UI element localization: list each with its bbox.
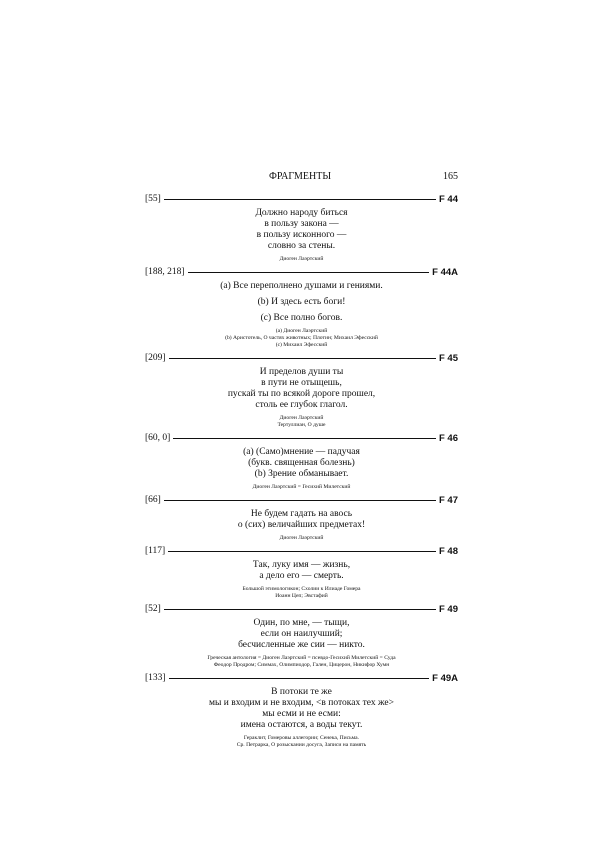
fragment-body bbox=[145, 367, 458, 429]
fragment-source: (с) Михаил Эфесский bbox=[275, 342, 328, 348]
fragment-id: F 45 bbox=[438, 352, 458, 364]
fragment bbox=[145, 431, 458, 493]
fragment bbox=[145, 493, 458, 544]
fragment-header bbox=[145, 192, 458, 206]
fragment-line: В потоки те же bbox=[271, 687, 332, 697]
fragment-line: И пределов души ты bbox=[259, 367, 344, 377]
fragment-header bbox=[145, 431, 458, 445]
fragment-ref: [188, 218] bbox=[145, 267, 185, 277]
fragment-line: словно за стены. bbox=[267, 241, 336, 251]
fragment-id: F 47 bbox=[438, 494, 458, 506]
fragment-rule bbox=[169, 358, 436, 359]
fragment bbox=[145, 192, 458, 265]
fragment-source: Диоген Лаэртский = Гесихий Милетский bbox=[252, 484, 351, 490]
fragment-source: (а) Диоген Лаэртский bbox=[275, 328, 328, 334]
fragment-source: Гераклит, Гомеровы аллегории; Сенека, Письма. bbox=[243, 735, 360, 741]
fragment-line: (с) Все полно богов. bbox=[260, 313, 343, 323]
fragment-line: Так, луку имя — жизнь, bbox=[252, 560, 351, 570]
fragment-line: мы и входим и не входим, <в потоках тех же> bbox=[209, 698, 394, 708]
fragment-line: Не будем гадать на авось bbox=[250, 509, 353, 519]
fragment-rule bbox=[164, 199, 436, 200]
fragment-rule bbox=[168, 551, 436, 552]
fragment-header bbox=[145, 544, 458, 558]
fragment-source: Ср. Петрарка, О розыскании досуга, Записи на память bbox=[236, 742, 367, 748]
fragment-body bbox=[145, 281, 458, 349]
fragment-body bbox=[145, 509, 458, 542]
fragment-id: F 46 bbox=[438, 432, 458, 444]
fragment-source: Иоанн Цеп; Эвстафий bbox=[275, 593, 328, 599]
fragment-line: столь ее глубок глагол. bbox=[255, 400, 348, 410]
fragment-rule bbox=[173, 438, 436, 439]
fragment-header bbox=[145, 602, 458, 616]
fragment-line: а дело его — смерть. bbox=[259, 571, 344, 581]
fragment-id: F 44 bbox=[438, 193, 458, 205]
fragment-ref: [52] bbox=[145, 604, 161, 614]
fragment-ref: [60, 0] bbox=[145, 433, 171, 443]
fragment-body bbox=[145, 618, 458, 669]
fragment-line: (b) И здесь есть боги! bbox=[257, 297, 346, 307]
fragment-body bbox=[145, 208, 458, 263]
fragment-rule bbox=[164, 500, 436, 501]
fragment bbox=[145, 671, 458, 749]
fragment-body bbox=[145, 687, 458, 749]
fragment-header bbox=[145, 493, 458, 507]
fragment bbox=[145, 265, 458, 351]
page-number: 165 bbox=[443, 171, 458, 182]
fragment-rule bbox=[164, 609, 436, 610]
fragment-line: Должно народу биться bbox=[255, 208, 348, 218]
fragment-ref: [209] bbox=[145, 353, 166, 363]
fragment-header bbox=[145, 265, 458, 279]
fragment-line: о (сих) величайших предметах! bbox=[237, 520, 366, 530]
fragment-line: (букв. священная болезнь) bbox=[248, 458, 355, 468]
fragment-source: Большой этимологикон; Схолии к Илиаде Гомера bbox=[242, 586, 361, 592]
fragment-ref: [55] bbox=[145, 194, 161, 204]
fragment-id: F 49A bbox=[432, 672, 458, 684]
fragment-line: (а) (Само)мнение — падучая bbox=[243, 447, 360, 457]
fragment-source: Диоген Лаэртский bbox=[279, 415, 324, 421]
fragment-source: Диоген Лаэртский bbox=[279, 535, 324, 541]
running-title: ФРАГМЕНТЫ bbox=[268, 171, 332, 182]
fragment-line: бесчисленные же сии — никто. bbox=[238, 640, 365, 650]
fragment-ref: [117] bbox=[145, 546, 166, 556]
fragment-id: F 49 bbox=[438, 603, 458, 615]
fragment-body bbox=[145, 560, 458, 600]
fragment-header bbox=[145, 351, 458, 365]
fragment-line: имена остаются, а воды текут. bbox=[240, 720, 363, 730]
fragment-header bbox=[145, 671, 458, 685]
fragment-line: (b) Зрение обманывает. bbox=[254, 469, 349, 479]
fragment-id: F 44A bbox=[432, 266, 458, 278]
fragment-ref: [133] bbox=[145, 673, 166, 683]
fragment-rule bbox=[169, 678, 430, 679]
fragment-line: пускай ты по всякой дороге прошел, bbox=[227, 389, 376, 399]
fragment-source: Тертуллиан, О душе bbox=[277, 422, 326, 428]
fragment-line: (а) Все переполнено душами и гениями. bbox=[220, 281, 383, 291]
fragment-ref: [66] bbox=[145, 495, 161, 505]
fragment-line: в пути не отыщешь, bbox=[261, 378, 342, 388]
fragment bbox=[145, 602, 458, 671]
fragment-line: в пользу исконного — bbox=[256, 230, 347, 240]
fragment bbox=[145, 544, 458, 602]
fragment-line: мы есми и не есми: bbox=[262, 709, 341, 719]
fragment-source: Диоген Лаэртский bbox=[279, 256, 324, 262]
fragment bbox=[145, 351, 458, 431]
fragments-list bbox=[145, 192, 458, 749]
fragment-body bbox=[145, 447, 458, 491]
running-header bbox=[0, 171, 600, 185]
fragment-id: F 48 bbox=[438, 545, 458, 557]
fragment-rule bbox=[188, 272, 430, 273]
fragment-line: Один, по мне, — тыщи, bbox=[253, 618, 350, 628]
fragment-source: Феодор Продром; Симмах, Олимпиодор, Гален, Цицерон, Никифор Хумн bbox=[213, 662, 390, 668]
fragment-line: в пользу закона — bbox=[264, 219, 339, 229]
fragment-line: если он наилучший; bbox=[260, 629, 343, 639]
fragment-source: (b) Аристотель, О частях животных; Плотин; Михаил Эфесский bbox=[225, 335, 378, 341]
fragment-source: Греческая антология = Диоген Лаэртский = псевдо-Гесихий Милетский = Суда bbox=[207, 655, 396, 661]
